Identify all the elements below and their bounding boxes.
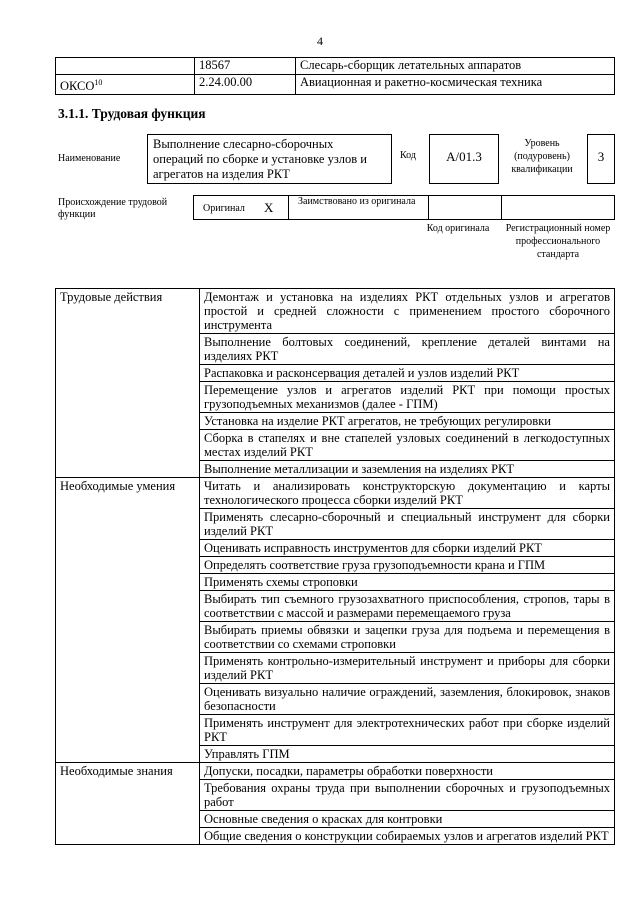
classifier-table	[55, 57, 615, 95]
section-item: Установка на изделие РКТ агрегатов, не требующих регулировки	[200, 413, 615, 430]
reg-number-label: Регистрационный номер профессионального стандарта	[505, 223, 611, 260]
section-heading: Необходимые умения	[56, 478, 200, 763]
section-heading: Необходимые знания	[56, 763, 200, 845]
section-item: Допуски, посадки, параметры обработки поверхности	[200, 763, 615, 780]
origin-label: Происхождение трудовой функции	[58, 197, 168, 220]
section-item: Применять схемы строповки	[200, 574, 615, 591]
code-original-label: Код оригинала	[426, 223, 490, 234]
section-item: Оценивать исправность инструментов для сборки изделий РКТ	[200, 540, 615, 557]
section-item: Читать и анализировать конструкторскую документацию и карты технологического процесса сборки изделий РКТ	[200, 478, 615, 509]
section-item: Демонтаж и установка на изделиях РКТ отдельных узлов и агрегатов простой и средней сложности с применением простого сборочного инструмента	[200, 289, 615, 334]
section-item: Перемещение узлов и агрегатов изделий РКТ при помощи простых грузоподъемных механизмов (далее - ГПМ)	[200, 382, 615, 413]
section-item: Оценивать визуально наличие ограждений, заземления, блокировок, знаков безопасности	[200, 684, 615, 715]
section-item: Применять контрольно-измерительный инструмент и приборы для сборки изделий РКТ	[200, 653, 615, 684]
section-item: Распаковка и расконсервация деталей и узлов изделий РКТ	[200, 365, 615, 382]
table-row	[56, 75, 615, 95]
table-row	[56, 478, 615, 509]
code-original-cell	[428, 196, 502, 219]
borrowed-label: Заимствовано из оригинала	[298, 196, 416, 207]
section-item: Выполнение болтовых соединений, крепление деталей винтами на изделиях РКТ	[200, 334, 615, 365]
section-item: Требования охраны труда при выполнении сборочных и грузоподъемных работ	[200, 780, 615, 811]
original-label: Оригинал	[203, 203, 245, 214]
classifier-name: Авиационная и ракетно-космическая техника	[296, 75, 615, 95]
classifier-code: 18567	[195, 58, 296, 75]
section-item: Выполнение металлизации и заземления на изделиях РКТ	[200, 461, 615, 478]
footnote-ref: 10	[94, 78, 103, 87]
classifier-label	[56, 75, 195, 95]
section-item: Общие сведения о конструкции собираемых узлов и агрегатов изделий РКТ	[200, 828, 615, 845]
code-label: Код	[400, 150, 416, 161]
page-number: 4	[317, 34, 323, 48]
classifier-code: 2.24.00.00	[195, 75, 296, 95]
function-name-box: Выполнение слесарно-сборочных операций по сборке и установке узлов и агрегатов на изделия РКТ	[147, 134, 392, 184]
section-item: Выбирать приемы обвязки и зацепки груза для подъема и перемещения в соответствии со схемами строповки	[200, 622, 615, 653]
section-item: Применять инструмент для электротехнических работ при сборке изделий РКТ	[200, 715, 615, 746]
section-item: Выбирать тип съемного грузозахватного приспособления, стропов, тары в соответствии с массой и размерами перемещаемого груза	[200, 591, 615, 622]
level-box: 3	[587, 134, 615, 184]
table-row	[56, 763, 615, 780]
section-item: Применять слесарно-сборочный и специальный инструмент для сборки изделий РКТ	[200, 509, 615, 540]
section-item: Определять соответствие груза грузоподъемности крана и ГПМ	[200, 557, 615, 574]
section-item: Управлять ГПМ	[200, 746, 615, 763]
okso-label: ОКСО	[60, 79, 95, 94]
table-row	[56, 58, 615, 75]
name-label: Наименование	[58, 153, 121, 164]
section-item: Основные сведения о красках для контровки	[200, 811, 615, 828]
section-item: Сборка в стапелях и вне стапелей узловых соединений в легкодоступных местах изделий РКТ	[200, 430, 615, 461]
original-mark: X	[264, 200, 274, 215]
classifier-label	[56, 58, 195, 75]
section-title: 3.1.1. Трудовая функция	[58, 106, 206, 121]
classifier-name: Слесарь-сборщик летательных аппаратов	[296, 58, 615, 75]
table-row	[56, 289, 615, 334]
function-details-table	[55, 288, 615, 845]
level-label: Уровень (подуровень) квалификации	[511, 138, 573, 175]
function-code-box: А/01.3	[429, 134, 499, 184]
section-heading: Трудовые действия	[56, 289, 200, 478]
